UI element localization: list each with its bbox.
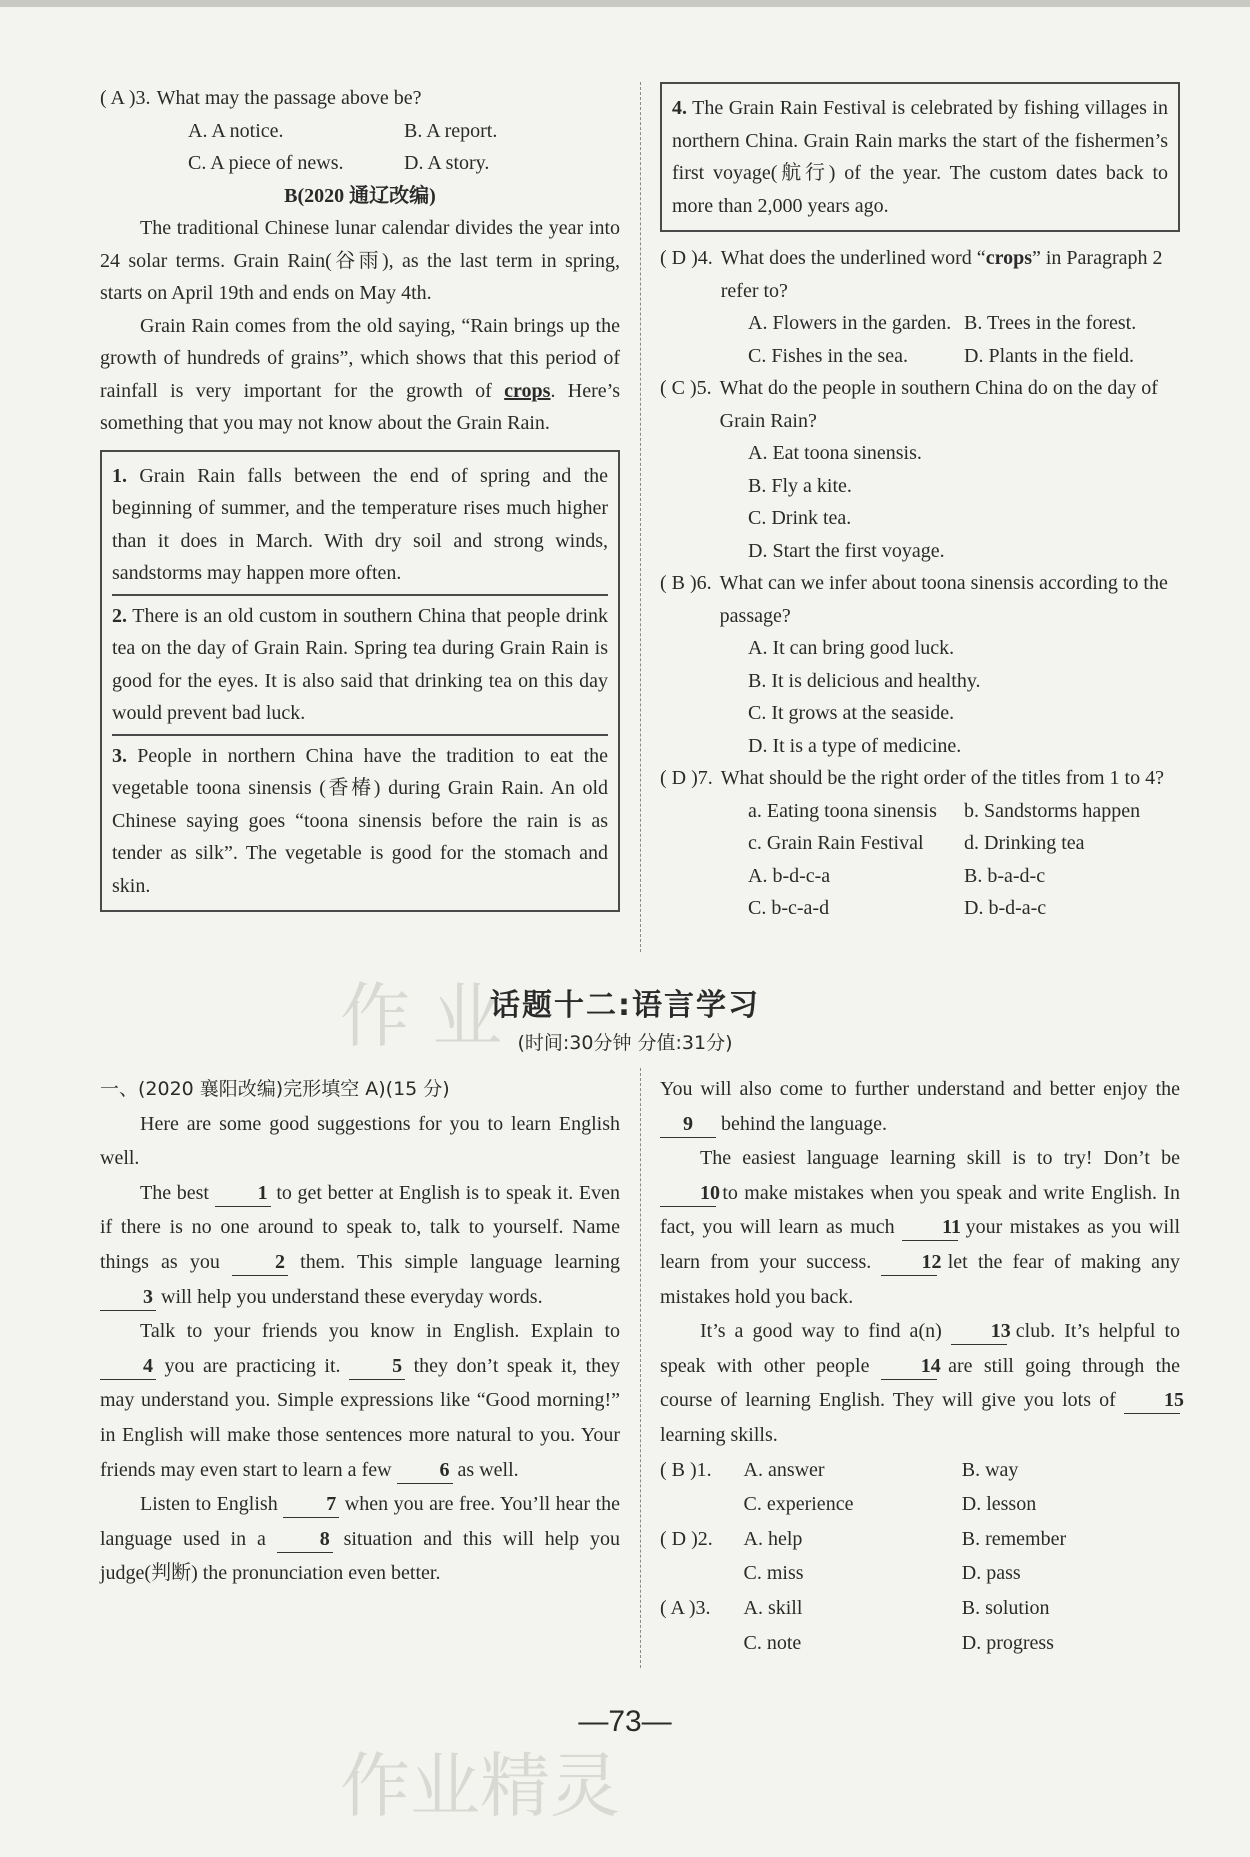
blank-6: 6 <box>397 1457 453 1484</box>
text: It’s a good way to find a(n) <box>700 1320 942 1343</box>
title-item: d. Drinking tea <box>964 832 1085 854</box>
blank-10: 10 <box>660 1180 716 1207</box>
question-5 <box>660 372 1180 437</box>
text: them. This simple language learning <box>300 1250 621 1273</box>
box-cell-3 <box>112 734 608 907</box>
option: B. A report. <box>404 119 498 142</box>
text: will help you understand these everyday words. <box>161 1285 543 1308</box>
option: A. answer <box>743 1458 825 1481</box>
text: behind the language. <box>721 1112 888 1135</box>
answer-mark: ( C )5. <box>660 377 712 399</box>
title-item: c. Grain Rain Festival <box>748 832 924 854</box>
cell-number: 1. <box>112 464 127 487</box>
text: The easiest language learning skill is to try! Don’t be <box>700 1147 1180 1170</box>
section-heading: 一、(2020 襄阳改编)完形填空 A)(15 分) <box>100 1078 450 1100</box>
answer-mark: ( D )4. <box>660 247 713 269</box>
option: B. Trees in the forest. <box>964 312 1137 334</box>
column-divider <box>640 82 641 952</box>
cloze-choice-3-row-2 <box>660 1626 1180 1661</box>
option: D. Start the first voyage. <box>748 539 945 562</box>
column-divider <box>640 1068 641 1668</box>
text: ” in Paragraph 2 refer to? <box>720 247 1163 302</box>
cell-text: People in northern China have the tradition to eat the vegetable toona sinensis (香椿) during Grain Rain. An old Chinese saying goes “toona sinensis before the rain is as tender as silk”. The vegetable is good for the stomach and skin. <box>112 744 609 897</box>
cloze-paragraph-2 <box>100 1176 620 1314</box>
cloze-choice-2-row-2 <box>660 1556 1180 1591</box>
answer-mark: ( D )7. <box>660 767 713 789</box>
option: A. help <box>743 1527 803 1550</box>
cloze-paragraph-5 <box>660 1072 1180 1141</box>
answer-mark: ( A )3. <box>100 87 151 109</box>
cell-text: The Grain Rain Festival is celebrated by fishing villages in northern China. Grain Rain marks the start of the fishermen’s first voyage(航行) of the year. The custom dates back to more than 2,000 years ago. <box>672 97 1168 217</box>
question-stem: What can we infer about toona sinensis according to the passage? <box>719 572 1168 627</box>
topic-subtitle: (时间:30分钟 分值:31分) <box>517 1032 733 1054</box>
blank-13: 13 <box>951 1318 1007 1345</box>
topic-header <box>0 980 1250 1055</box>
title-item: a. Eating toona sinensis <box>748 799 937 822</box>
blank-9: 9 <box>660 1111 716 1138</box>
option: C. note <box>743 1631 802 1654</box>
text: Listen to English <box>140 1493 278 1516</box>
cloze-paragraph-1: Here are some good suggestions for you to learn English well. <box>100 1112 620 1170</box>
cloze-paragraph-7 <box>660 1314 1184 1452</box>
blank-8: 8 <box>277 1526 333 1553</box>
cloze-choice-1 <box>660 1453 1180 1488</box>
box-cell-2 <box>112 594 608 734</box>
blank-11: 11 <box>902 1214 958 1241</box>
question-6-options <box>660 632 1180 762</box>
cloze-paragraph-3 <box>100 1314 620 1487</box>
answer-mark: ( B )6. <box>660 572 712 594</box>
left-column-top <box>100 82 620 922</box>
answer-mark: ( A )3. <box>660 1596 711 1619</box>
question-6 <box>660 567 1180 632</box>
option: C. b-c-a-d <box>748 897 830 919</box>
option: A. skill <box>743 1596 803 1619</box>
option: B. Fly a kite. <box>748 474 852 497</box>
option: D. Plants in the field. <box>964 344 1134 367</box>
text: to get better at English is to speak it. Even if there is no one around to speak to, talk to yourself. Name things as you <box>100 1181 621 1273</box>
option: D. A story. <box>404 152 490 174</box>
question-3-options <box>100 115 620 180</box>
question-4-options <box>660 307 1180 372</box>
box-cell-4 <box>672 88 1168 226</box>
option: C. It grows at the seaside. <box>748 702 955 724</box>
question-3 <box>100 82 620 115</box>
blank-4: 4 <box>100 1353 156 1380</box>
question-7 <box>660 762 1180 795</box>
text: You will also come to further understand and better enjoy the <box>660 1078 1180 1100</box>
cell-text: There is an old custom in southern China that people drink tea on the day of Grain Rain. Spring tea during Grain Rain is good for the eyes. It is also said that drinking tea on this day would prevent bad luck. <box>112 604 609 724</box>
text: when you are free. You’ll hear the language used in a <box>100 1493 621 1550</box>
blank-7: 7 <box>283 1491 339 1518</box>
blank-1: 1 <box>215 1180 271 1207</box>
question-5-options <box>660 437 1180 567</box>
box-cell-1 <box>112 456 608 594</box>
option: D. lesson <box>961 1493 1037 1516</box>
option: D. It is a type of medicine. <box>748 734 962 757</box>
cloze-choice-2 <box>660 1522 1180 1557</box>
section-b-title: B(2020 通辽改编) <box>284 184 436 207</box>
question-7-titles <box>660 795 1180 925</box>
blank-14: 14 <box>881 1353 937 1380</box>
right-column-bottom <box>660 1072 1184 1660</box>
text: as well. <box>457 1458 519 1481</box>
cell-number: 4. <box>672 97 687 119</box>
cloze-choice-3 <box>660 1591 1180 1626</box>
question-stem: What do the people in southern China do on the day of Grain Rain? <box>719 377 1158 432</box>
option: A. b-d-c-a <box>748 864 831 887</box>
option: C. A piece of news. <box>188 152 344 174</box>
page-number: —73— <box>578 1705 672 1738</box>
option: A. A notice. <box>188 119 284 142</box>
watermark: 作业精灵 <box>340 1745 620 1827</box>
blank-5: 5 <box>349 1353 405 1380</box>
option: B. It is delicious and healthy. <box>748 669 981 692</box>
answer-mark: ( D )2. <box>660 1527 713 1550</box>
text: your mistakes as you will learn from your success. <box>660 1216 1180 1273</box>
paragraph-1: The traditional Chinese lunar calendar divides the year into 24 solar terms. Grain Rain(谷雨), as the last term in spring, starts on April 19th and ends on May 4th. <box>100 217 620 304</box>
text: you are practicing it. <box>164 1354 341 1377</box>
option: C. experience <box>743 1493 854 1516</box>
blank-12: 12 <box>881 1249 937 1276</box>
text: are still going through the course of learning English. They will give you lots of <box>660 1354 1181 1412</box>
option: C. Drink tea. <box>748 507 852 529</box>
option: C. miss <box>743 1562 804 1585</box>
text: What does the underlined word “ <box>720 247 986 269</box>
option: D. progress <box>961 1631 1054 1654</box>
text: situation and this will help you judge(判断) the pronunciation even better. <box>100 1527 621 1585</box>
option: D. pass <box>961 1562 1021 1585</box>
blank-2: 2 <box>232 1249 288 1276</box>
text: club. It’s helpful to speak with other people <box>660 1320 1181 1377</box>
option: A. Flowers in the garden. <box>748 312 952 334</box>
title-item: b. Sandstorms happen <box>964 799 1141 822</box>
question-stem <box>721 242 1180 307</box>
option: B. solution <box>961 1596 1050 1619</box>
cell-number: 3. <box>112 744 127 767</box>
underlined-word: crops <box>504 379 551 402</box>
paragraph-2 <box>100 310 620 440</box>
cloze-paragraph-4 <box>100 1487 620 1591</box>
option: B. b-a-d-c <box>964 864 1046 887</box>
text: . Here’s something that you may not know about the Grain Rain. <box>100 379 621 434</box>
watermark: 作 业 <box>340 975 503 1057</box>
info-box <box>100 450 620 913</box>
option: A. Eat toona sinensis. <box>748 442 922 464</box>
text: learning skills. <box>660 1423 778 1446</box>
option: C. Fishes in the sea. <box>748 344 908 367</box>
blank-3: 3 <box>100 1284 156 1311</box>
text: let the fear of making any mistakes hold you back. <box>660 1250 1180 1308</box>
cloze-choice-1-row-2 <box>660 1487 1180 1522</box>
top-edge <box>0 0 1250 7</box>
cell-number: 2. <box>112 604 127 627</box>
right-column-top <box>660 82 1180 925</box>
cloze-paragraph-6 <box>660 1141 1180 1314</box>
option: B. remember <box>961 1527 1067 1550</box>
text: they don’t speak it, they may understand you. Simple expressions like “Good morning!” in English will make those sentences more natural to you. Your friends may even start to learn a few <box>100 1354 621 1481</box>
blank-15: 15 <box>1124 1387 1180 1414</box>
text: to make mistakes when you speak and write English. In fact, you will learn as much <box>660 1181 1180 1239</box>
text: Grain Rain comes from the old saying, “Rain brings up the growth of hundreds of grains”, which shows that this period of rainfall is very important for the growth of <box>100 314 620 402</box>
question-stem: What should be the right order of the titles from 1 to 4? <box>720 767 1164 789</box>
text: Talk to your friends you know in English. Explain to <box>140 1320 620 1343</box>
left-column-bottom <box>100 1072 620 1591</box>
answer-mark: ( B )1. <box>660 1458 712 1481</box>
option: A. It can bring good luck. <box>748 637 955 659</box>
topic-title: 话题十二:语言学习 <box>490 988 760 1023</box>
word: crops <box>985 247 1032 269</box>
info-box-4 <box>660 82 1180 232</box>
option: D. b-d-a-c <box>964 897 1047 919</box>
option: B. way <box>961 1458 1019 1481</box>
cell-text: Grain Rain falls between the end of spring and the beginning of summer, and the temperature rises much higher than it does in March. With dry soil and strong winds, sandstorms may happen more often. <box>112 464 609 584</box>
question-stem: What may the passage above be? <box>156 87 422 109</box>
text: The best <box>140 1181 209 1204</box>
question-4 <box>660 242 1180 307</box>
